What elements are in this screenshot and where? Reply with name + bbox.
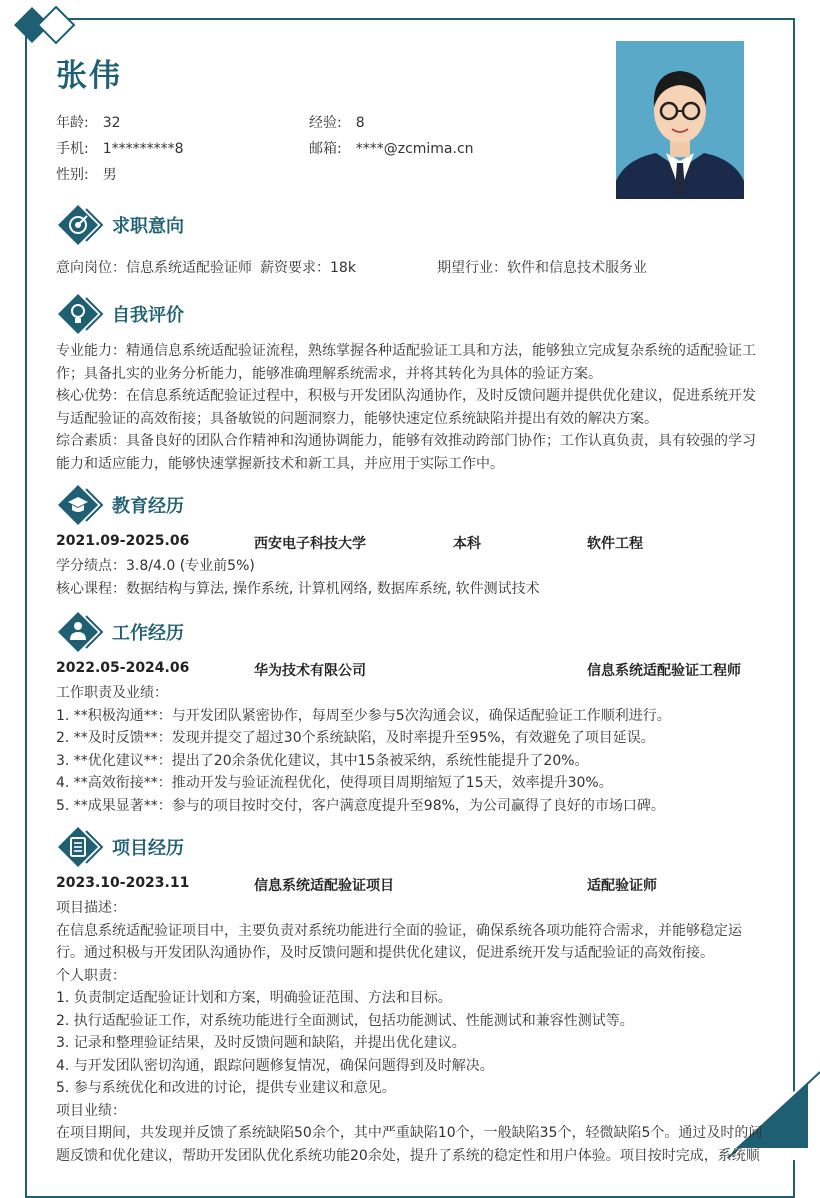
experience-info: 经验: 8 <box>309 115 365 131</box>
graduation-cap-icon <box>56 483 108 527</box>
section-header-project: 项目经历 <box>56 825 184 869</box>
section-header-work: 工作经历 <box>56 610 184 654</box>
project-row: 2023.10-2023.11 信息系统适配验证项目 适配验证师 <box>56 875 657 894</box>
education-details: 学分绩点：3.8/4.0 (专业前5%) 核心课程：数据结构与算法, 操作系统, 计算机网络, 数据库系统, 软件测试技术 <box>56 558 540 597</box>
intent-position: 意向岗位：信息系统适配验证师 <box>56 260 252 276</box>
section-header-education: 教育经历 <box>56 483 184 527</box>
target-icon <box>56 203 108 247</box>
work-details: 工作职责及业绩： 1. **积极沟通**：与开发团队紧密协作，每周至少参与5次沟通会议，确保适配验证工作顺利进行。 2. **及时反馈**：发现并提交了超过30个系统缺陷，及时率提升至95%，有效避免了项目延误。 3. **优化建议**：提出了20余条优化建议，其中15条被采纳，系统性能提升了20%。 4. **高效衔接**：推动开发与验证流程优化，使得项目周期缩短了15天，效率提升30%。 5. **成果显著**：参与的项目按时交付，客户满意度提升至98%，为公司赢得了良好的市场口碑。 <box>56 685 671 814</box>
age-info: 年龄: 32 <box>56 115 121 131</box>
person-icon <box>56 610 108 654</box>
section-header-intent: 求职意向 <box>56 203 184 247</box>
email-info: 邮箱: ****@zcmima.cn <box>309 141 474 157</box>
phone-info: 手机: 1*********8 <box>56 141 184 157</box>
intent-salary: 薪资要求：18k <box>260 260 356 276</box>
corner-diamond-decoration <box>12 5 92 45</box>
document-list-icon <box>56 825 108 869</box>
work-row: 2022.05-2024.06 华为技术有限公司 信息系统适配验证工程师 <box>56 660 741 679</box>
project-details: 项目描述： 在信息系统适配验证项目中，主要负责对系统功能进行全面的验证，确保系统各项功能符合需求，并能够稳定运 行。通过积极与开发团队沟通协作，及时反馈问题和提供优化建议，促进系统开发与适配验证的高效衔接。 个人职责： 1. 负责制定适配验证计划和方案，明确验证范围、方法和目标。 2. 执行适配验证工作，对系统功能进行全面测试，包括功能测试、性能测试和兼容性测试等。 3. 记录和整理验证结果，及时反馈问题和缺陷，并提出优化建议。 4. 与开发团队密切沟通，跟踪问题修复情况，确保问题得到及时解决。 5. 参与系统优化和改进的讨论，提供专业建议和意见。 项目业绩： 在项目期间，共发现并反馈了系统缺陷50余个，其中严重缺陷10个，一般缺陷35个，轻微缺陷5个。通过及时的问 题反馈和优化建议，帮助开发团队优化系统功能20余处，提升了系统的稳定性和用户体验。项目按时完成，系统顺 <box>56 900 763 1164</box>
education-row: 2021.09-2025.06 西安电子科技大学 本科 软件工程 <box>56 533 643 552</box>
intent-industry: 期望行业：软件和信息技术服务业 <box>437 260 647 276</box>
lightbulb-icon <box>56 292 108 336</box>
profile-photo <box>616 41 744 199</box>
candidate-name: 张伟 <box>56 58 122 94</box>
self-eval-text: 专业能力：精通信息系统适配验证流程，熟练掌握各种适配验证工具和方法，能够独立完成复杂系统的适配验证工 作；具备扎实的业务分析能力，能够准确理解系统需求，并将其转化为具体的验证方案。 核心优势：在信息系统适配验证过程中，积极与开发团队沟通协作，及时反馈问题并提供优化建议，促进系统开发 与适配验证的高效衔接；具备敏锐的问题洞察力，能够快速定位系统缺陷并提出有效的解决方案。 综合素质：具备良好的团队合作精神和沟通协调能力，能够有效推动跨部门协作；工作认真负责，具有较强的学习 能力和适应能力，能够快速掌握新技术和新工具，并应用于实际工作中。 <box>56 343 756 472</box>
section-header-self-eval: 自我评价 <box>56 292 184 336</box>
gender-info: 性别: 男 <box>56 167 117 183</box>
